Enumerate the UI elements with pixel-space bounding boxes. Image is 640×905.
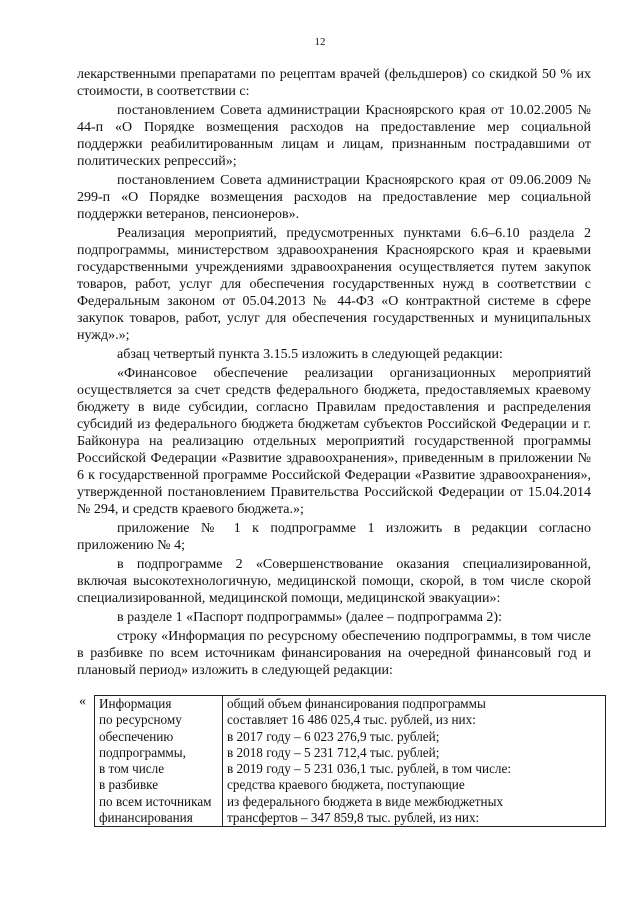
opening-quote: « <box>79 694 86 709</box>
paragraph: в разделе 1 «Паспорт подпрограммы» (далее – подпрограмма 2): <box>117 610 502 625</box>
paragraph: абзац четвертый пункта 3.15.5 изложить в следующей редакции: <box>117 347 503 362</box>
label-line: обеспечению <box>99 728 174 744</box>
table-label-cell <box>95 696 223 827</box>
table-value-cell <box>223 696 606 827</box>
label-line: Информация <box>99 696 172 711</box>
paragraph: лекарственными препаратами по рецептам врачей (фельдшеров) со скидкой 50 % их стоимости, в соответствии с: <box>77 67 591 99</box>
page-number: 12 <box>314 36 326 48</box>
value-line: трансфертов – 347 859,8 тыс. рублей, из них: <box>227 810 480 826</box>
label-line: в том числе <box>99 761 165 777</box>
label-line: по всем источникам <box>99 793 212 809</box>
value-line: средства краевого бюджета, поступающие <box>227 777 465 793</box>
paragraph: «Финансовое обеспечение реализации организационных мероприятий осуществляется за счет средств федерального бюджета, предоставляемых краевому бюджету в виде субсидии, согласно Правилам предоставления и распределения субсидий из федерального бюджета бюджетам субъектов Российской Федерации и г. Байконура на реализацию отдельных мероприятий государственной программы Российской Федерации «Развитие здравоохранения», приведенным в приложении № 6 к государственной программе Российской Федерации «Развитие здравоохранения», утвержденной постановлением Правительства Российской Федерации от 15.04.2014 № 294, и средств краевого бюджета.»; <box>77 366 591 517</box>
value-line: общий объем финансирования подпрограммы <box>227 696 486 711</box>
value-line: составляет 16 486 025,4 тыс. рублей, из них: <box>227 712 476 728</box>
document-body <box>77 66 591 681</box>
label-line: подпрограммы, <box>99 744 186 760</box>
value-line: в 2019 году – 5 231 036,1 тыс. рублей, в том числе: <box>227 761 512 777</box>
paragraph: постановлением Совета администрации Красноярского края от 10.02.2005 № 44-п «О Порядке возмещения расходов на предоставление мер социальной поддержки реабилитированным лицам и лицам, признанным пострадавшими от политических репрессий»; <box>77 103 591 169</box>
label-line: в разбивке <box>99 777 159 793</box>
paragraph: постановлением Совета администрации Красноярского края от 09.06.2009 № 299-п «О Порядке возмещения расходов на предоставление мер социальной поддержки ветеранов, пенсионеров». <box>77 173 591 222</box>
label-line: финансирования <box>99 810 193 826</box>
value-line: в 2018 году – 5 231 712,4 тыс. рублей; <box>227 744 440 760</box>
paragraph: строку «Информация по ресурсному обеспечению подпрограммы, в том числе в разбивке по всем источникам финансирования на очередной финансовый год и плановый период» изложить в следующей редакции: <box>77 629 591 678</box>
resource-info-table <box>94 695 606 827</box>
value-line: в 2017 году – 6 023 276,9 тыс. рублей; <box>227 728 440 744</box>
value-line: из федерального бюджета в виде межбюджетных <box>227 793 504 809</box>
label-line: по ресурсному <box>99 712 182 728</box>
paragraph: приложение № 1 к подпрограмме 1 изложить в редакции согласно приложению № 4; <box>77 521 591 553</box>
paragraph: в подпрограмме 2 «Совершенствование оказания специализированной, включая высокотехнологичную, медицинской помощи, скорой, в том числе скорой специализированной, медицинской помощи, медицинской эвакуации»: <box>77 557 591 606</box>
table-row <box>95 696 606 827</box>
paragraph: Реализация мероприятий, предусмотренных пунктами 6.6–6.10 раздела 2 подпрограммы, министерством здравоохранения Красноярского края и краевыми государственными учреждениями здравоохранения осуществляется путем закупок товаров, работ, услуг для обеспечения государственных нужд в соответствии с Федеральным законом от 05.04.2013 № 44-ФЗ «О контрактной системе в сфере закупок товаров, работ, услуг для обеспечения государственных и муниципальных нужд».»; <box>77 226 591 343</box>
